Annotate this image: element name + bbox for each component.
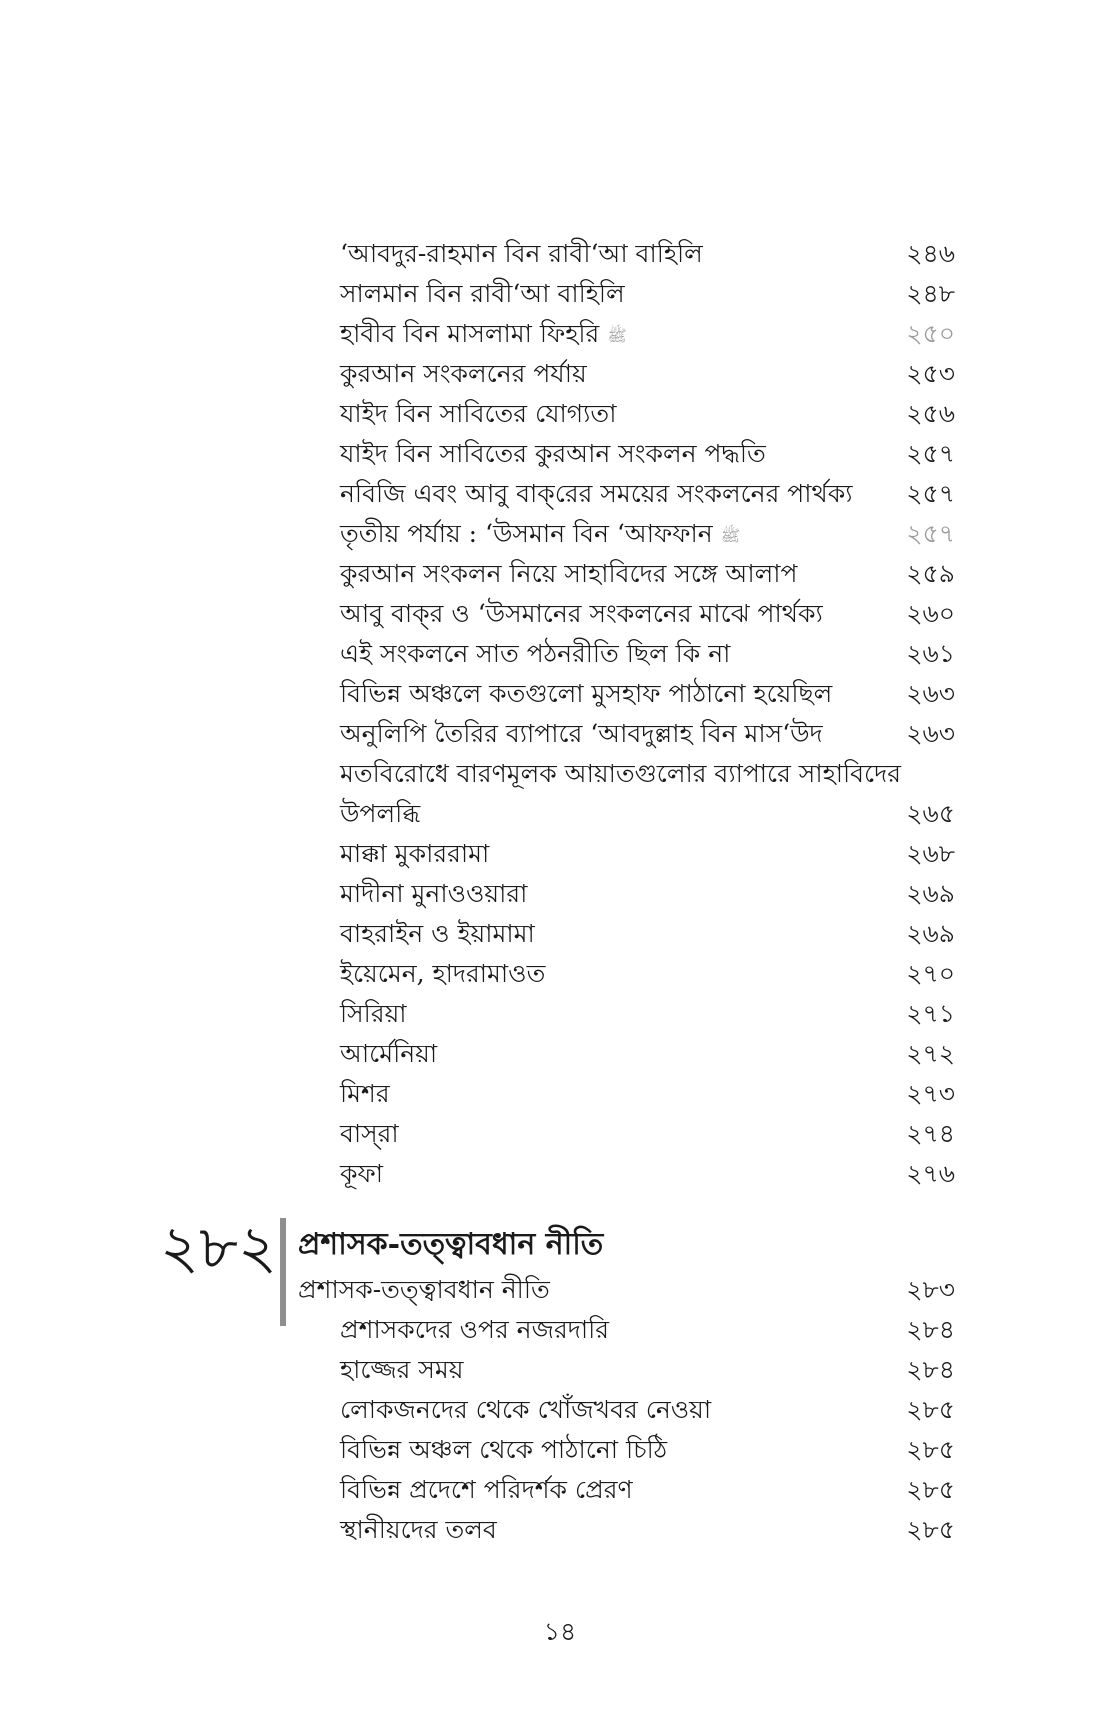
toc-entry [340,994,955,1034]
toc-entry-title: হাজ্জের সময় [340,1355,464,1384]
toc-entry-page: ২৭৪ [906,1119,955,1148]
toc-entry [340,474,955,514]
toc-entry-title: সালমান বিন রাবী‘আ বাহিলি [340,279,625,308]
toc-entry [340,1074,955,1114]
toc-entry [340,1154,955,1194]
toc-entry-title: প্রশাসকদের ওপর নজরদারি [340,1315,609,1344]
chapter-subheading [298,1270,955,1310]
toc-entry-title: বিভিন্ন প্রদেশে পরিদর্শক প্রেরণ [340,1475,633,1504]
toc-entry-title: কূফা [340,1159,384,1188]
toc-entry-page: ২৬৩ [906,679,955,708]
toc-entry-title: কুরআন সংকলনের পর্যায় [340,359,587,388]
toc-entry-page: ২৪৬ [906,239,955,268]
toc-entry-title: সিরিয়া [340,999,407,1028]
toc-entry-page: ২৫৩ [906,359,955,388]
toc-entry [340,634,955,674]
toc-entry [340,234,955,274]
toc-entry-page: ২৮৪ [906,1355,955,1384]
toc-entry-title: যাইদ বিন সাবিতের যোগ্যতা [340,399,617,428]
toc-entry-page: ২৫৭ [906,439,955,468]
toc-entry-page: ২৬৯ [906,879,955,908]
toc-entry [340,1310,955,1350]
toc-entry-title: নবিজি এবং আবু বাক্‌রের সময়ের সংকলনের পার্থক্য [340,479,853,508]
toc-entry [340,434,955,474]
toc-entry-title: ইয়েমেন, হাদরামাওত [340,959,546,988]
honorific-glyph: ﷺ [607,325,627,345]
toc-entry-title: কুরআন সংকলন নিয়ে সাহাবিদের সঙ্গে আলাপ [340,559,798,588]
toc-entry [340,594,955,634]
toc-entry [340,1034,955,1074]
chapter-subheading-title: প্রশাসক-তত্ত্বাবধান নীতি [298,1275,550,1304]
toc-entry [340,1114,955,1154]
toc-entry-title: বাস্‌রা [340,1119,399,1148]
toc-entry [340,714,955,754]
chapter-divider-bar [280,1218,286,1326]
toc-entry-page: ২৫৭ [906,479,955,508]
toc-entry-title: অনুলিপি তৈরির ব্যাপারে ‘আবদুল্লাহ বিন মাস‘উদ [340,719,823,748]
toc-entry [340,954,955,994]
toc-entry [340,274,955,314]
toc-entry-title-text: তৃতীয় পর্যায় : ‘উসমান বিন ‘আফফান [340,519,713,548]
toc-entry-title-text: হাবীব বিন মাসলামা ফিহরি [340,319,600,348]
chapter-subheading-page: ২৮৩ [906,1275,955,1304]
toc-entry-title: মিশর [340,1079,390,1108]
toc-entry-title [340,514,740,556]
toc-entry [340,394,955,434]
toc-entry-title: স্থানীয়দের তলব [340,1515,497,1544]
toc-entry [340,914,955,954]
toc-entry [340,314,955,354]
toc-entry [340,554,955,594]
toc-entry [340,514,955,554]
toc-entry-page: ২৭১ [906,999,955,1028]
toc-entry-page: ২৫৭ [906,519,955,548]
toc-entry-title: যাইদ বিন সাবিতের কুরআন সংকলন পদ্ধতি [340,439,766,468]
toc-entry-title: এই সংকলনে সাত পঠনরীতি ছিল কি না [340,639,731,668]
toc-entry-page: ২৮৫ [906,1395,955,1424]
toc-entry-page: ২৬৩ [906,719,955,748]
toc-entry [340,834,955,874]
toc-entry-page: ২৮৫ [906,1515,955,1544]
toc-entry-page: ২৫৬ [906,399,955,428]
toc-entry-title: ‘আবদুর-রাহমান বিন রাবী‘আ বাহিলি [340,239,703,268]
toc-entry-title: বাহরাইন ও ইয়ামামা [340,919,535,948]
toc-entry-title: মাক্কা মুকাররামা [340,839,490,868]
toc-entry-page: ২৭০ [906,959,955,988]
toc-entry-page: ২৭২ [906,1039,955,1068]
toc-entry-title [340,314,627,356]
toc-entry-wrapped-line: মতবিরোধে বারণমূলক আয়াতগুলোর ব্যাপারে সাহাবিদের [340,759,901,788]
toc-entry-page: ২৬৯ [906,919,955,948]
chapter-number: ২৮২ [160,1213,277,1283]
toc-entry-title: আবু বাক্‌র ও ‘উসমানের সংকলনের মাঝে পার্থক্য [340,599,823,628]
toc-entry-page: ২৮৫ [906,1475,955,1504]
toc-entry-title: বিভিন্ন অঞ্চলে কতগুলো মুসহাফ পাঠানো হয়েছিল [340,679,833,708]
toc-entry-page: ২৬৫ [906,799,955,828]
toc-entry-page: ২৫৯ [906,559,955,588]
toc-entry-title: মাদীনা মুনাওওয়ারা [340,879,528,908]
toc-entry [340,1470,955,1510]
toc-entry-title: আর্মেনিয়া [340,1039,438,1068]
toc-entry-page: ২৭৬ [906,1159,955,1188]
toc-entry-page: ২৬০ [906,599,955,628]
toc-entry-title: উপলব্ধি [340,799,421,828]
honorific-glyph: ﷺ [720,525,741,545]
toc-entry [340,1390,955,1430]
toc-entry [340,1350,955,1390]
toc-entry [340,1430,955,1470]
toc-entry-page: ২৪৮ [906,279,955,308]
toc-entry-page: ২৬১ [906,639,955,668]
toc-entry-title: বিভিন্ন অঞ্চল থেকে পাঠানো চিঠি [340,1435,668,1464]
toc-entry-page: ২৭৩ [906,1079,955,1108]
toc-entry [340,1510,955,1550]
toc-entry-page: ২৮৫ [906,1435,955,1464]
toc-entry [340,794,955,834]
toc-entry [340,674,955,714]
toc-entry-page: ২৫০ [906,319,955,348]
toc-entry [340,354,955,394]
toc-entry-page: ২৬৮ [906,839,955,868]
toc-entry [340,874,955,914]
chapter-title: প্রশাসক-তত্ত্বাবধান নীতি [298,1227,604,1262]
page-number: ১৪ [543,1617,577,1646]
toc-entry-page: ২৮৪ [906,1315,955,1344]
toc-entry-title: লোকজনদের থেকে খোঁজখবর নেওয়া [340,1395,712,1424]
